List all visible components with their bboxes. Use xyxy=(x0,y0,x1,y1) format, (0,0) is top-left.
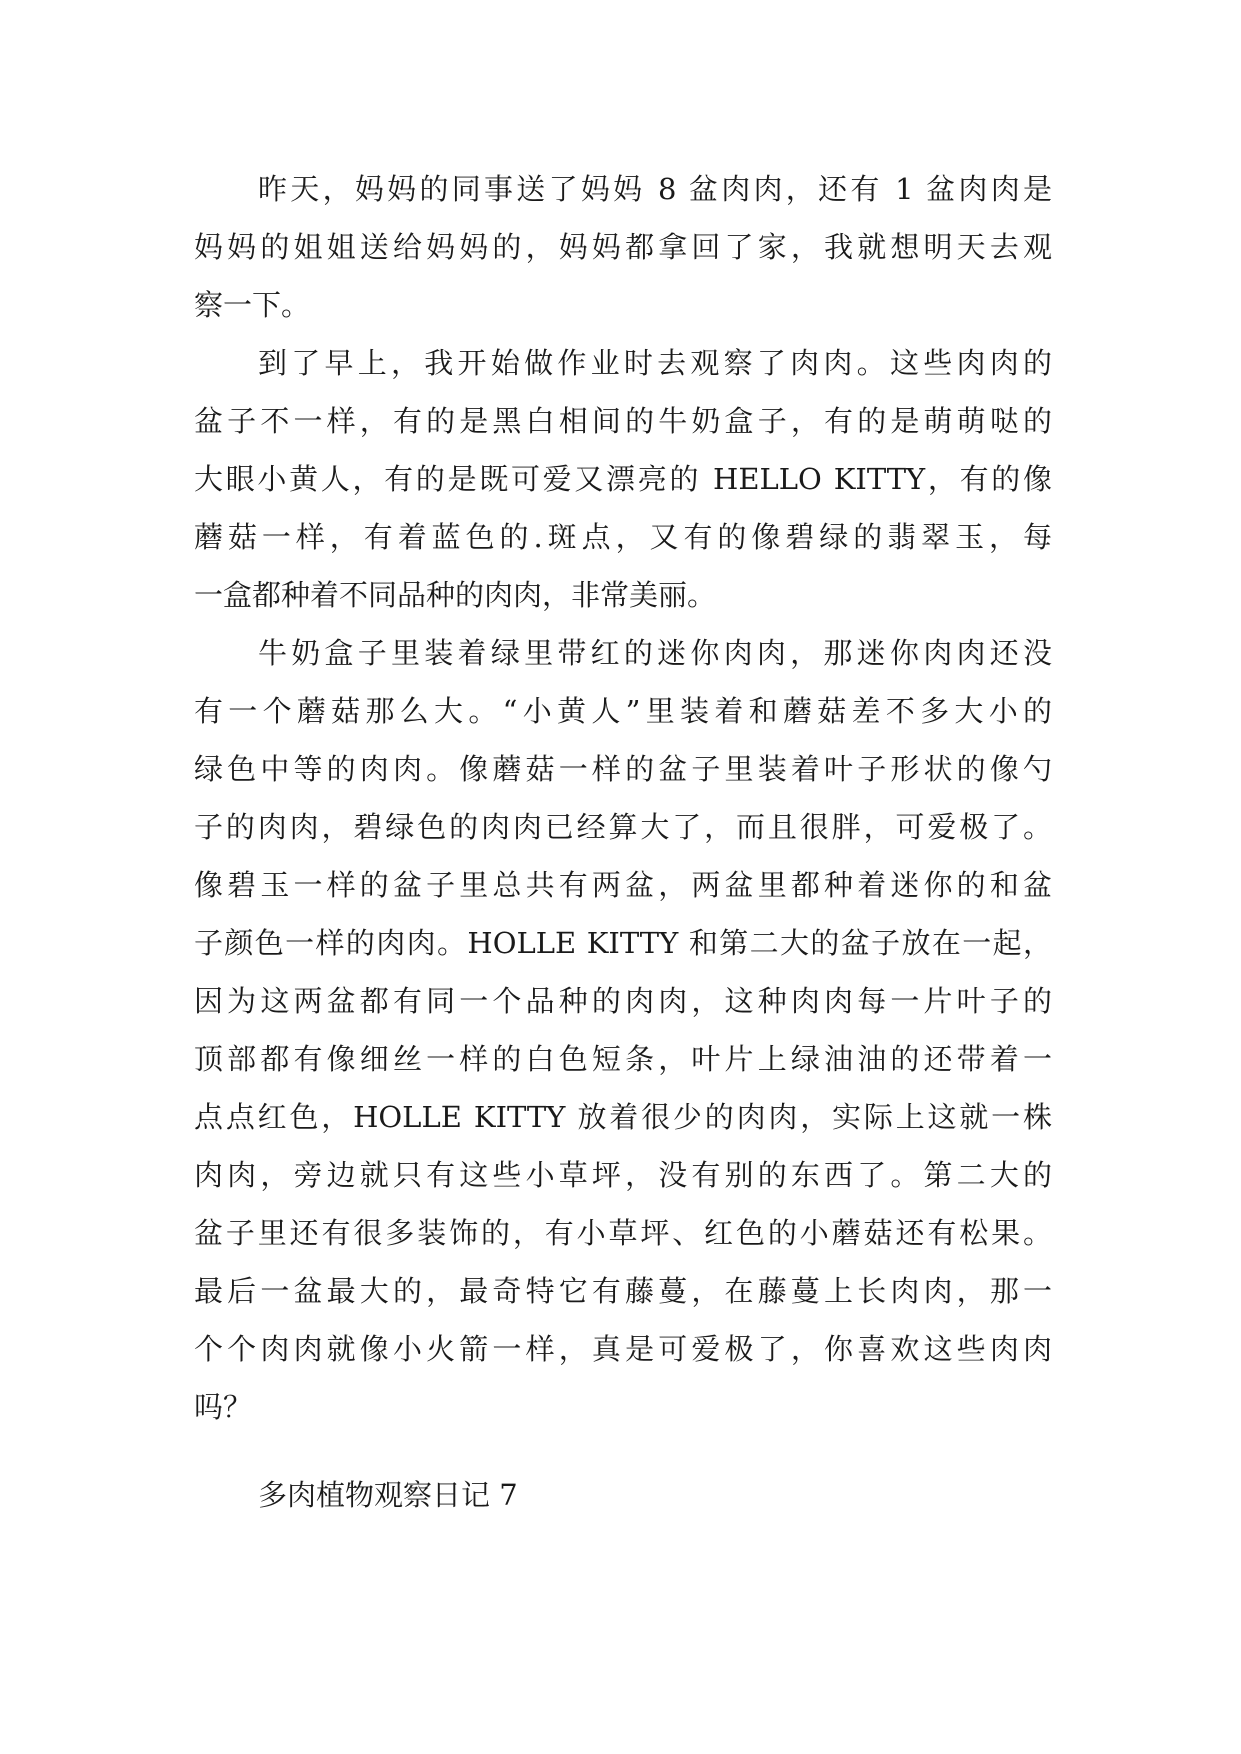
paragraph-line: 吗？ xyxy=(194,1390,253,1424)
paragraph-line: 盆子不一样，有的是黑白相间的牛奶盒子，有的是萌萌哒的 xyxy=(194,404,1052,438)
paragraph-line: 肉肉，旁边就只有这些小草坪，没有别的东西了。第二大的 xyxy=(194,1158,1052,1192)
paragraph-line: 察一下。 xyxy=(194,288,311,322)
paragraph-line: 点点红色，HOLLE KITTY 放着很少的肉肉，实际上这就一株 xyxy=(194,1100,1052,1134)
paragraph-line: 个个肉肉就像小火箭一样，真是可爱极了，你喜欢这些肉肉 xyxy=(194,1332,1052,1366)
document-body xyxy=(194,160,1052,1436)
paragraph-2 xyxy=(194,334,1052,624)
paragraph-line: 顶部都有像细丝一样的白色短条，叶片上绿油油的还带着一 xyxy=(194,1042,1052,1076)
paragraph-line: 妈妈的姐姐送给妈妈的，妈妈都拿回了家，我就想明天去观 xyxy=(194,230,1052,264)
paragraph-line: 大眼小黄人，有的是既可爱又漂亮的 HELLO KITTY，有的像 xyxy=(194,462,1052,496)
paragraph-line: 到了早上，我开始做作业时去观察了肉肉。这些肉肉的 xyxy=(258,346,1052,380)
paragraph-line: 牛奶盒子里装着绿里带红的迷你肉肉，那迷你肉肉还没 xyxy=(258,636,1052,670)
paragraph-3 xyxy=(194,624,1052,1436)
paragraph-line: 子颜色一样的肉肉。HOLLE KITTY 和第二大的盆子放在一起， xyxy=(194,926,1052,960)
paragraph-line: 蘑菇一样，有着蓝色的.斑点，又有的像碧绿的翡翠玉，每 xyxy=(194,520,1052,554)
paragraph-line: 绿色中等的肉肉。像蘑菇一样的盆子里装着叶子形状的像勺 xyxy=(194,752,1052,786)
paragraph-line: 一盒都种着不同品种的肉肉，非常美丽。 xyxy=(194,578,717,612)
paragraph-line: 像碧玉一样的盆子里总共有两盆，两盆里都种着迷你的和盆 xyxy=(194,868,1052,902)
paragraph-line: 子的肉肉，碧绿色的肉肉已经算大了，而且很胖，可爱极了。 xyxy=(194,810,1052,844)
paragraph-line: 有一个蘑菇那么大。“小黄人”里装着和蘑菇差不多大小的 xyxy=(194,694,1052,728)
paragraph-line: 因为这两盆都有同一个品种的肉肉，这种肉肉每一片叶子的 xyxy=(194,984,1052,1018)
paragraph-1 xyxy=(194,160,1052,334)
paragraph-line: 昨天，妈妈的同事送了妈妈 8 盆肉肉，还有 1 盆肉肉是 xyxy=(258,172,1052,206)
paragraph-line: 最后一盆最大的，最奇特它有藤蔓，在藤蔓上长肉肉，那一 xyxy=(194,1274,1052,1308)
section-heading: 多肉植物观察日记 7 xyxy=(258,1478,518,1512)
paragraph-line: 盆子里还有很多装饰的，有小草坪、红色的小蘑菇还有松果。 xyxy=(194,1216,1052,1250)
